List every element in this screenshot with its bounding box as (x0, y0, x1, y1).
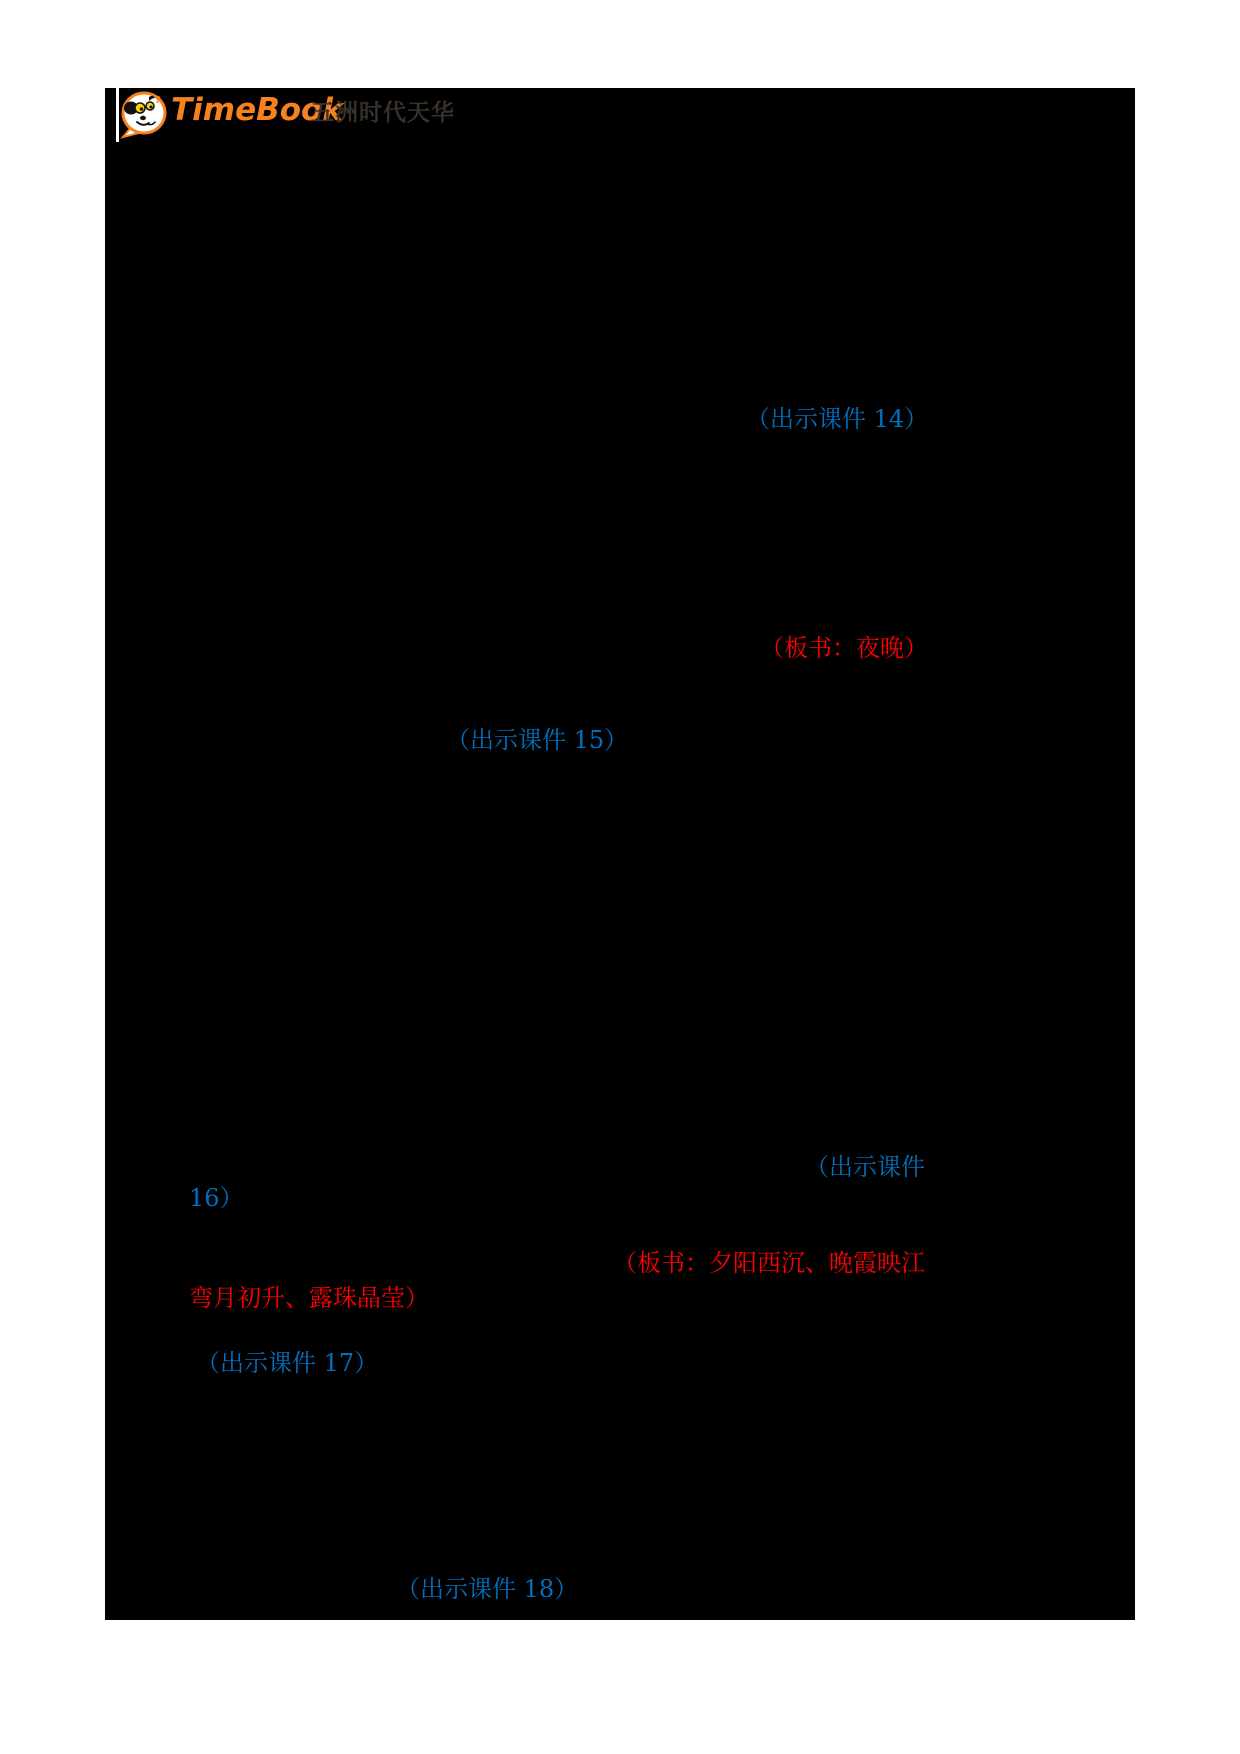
dog-speech-bubble-icon (119, 91, 167, 145)
timebook-logo (119, 90, 549, 140)
board-note-sunset-line1: （板书：夕阳西沉、晚霞映江 (613, 1249, 925, 1277)
logo-text: TimeBook (171, 92, 343, 128)
board-note-night: （板书：夜晚） (760, 634, 928, 662)
document-body-blackout (105, 88, 1135, 1620)
company-name: 五洲时代天华 (311, 100, 455, 126)
svg-text:?: ? (155, 95, 161, 106)
courseware-note-16-part2: 16） (189, 1184, 244, 1212)
courseware-note-17: （出示课件 17） (196, 1349, 379, 1377)
courseware-note-14: （出示课件 14） (746, 405, 929, 433)
courseware-note-16-part1: （出示课件 (805, 1153, 925, 1181)
courseware-note-15: （出示课件 15） (446, 726, 629, 754)
courseware-note-18: （出示课件 18） (396, 1575, 579, 1603)
board-note-sunset-line2: 弯月初升、露珠晶莹） (189, 1284, 429, 1312)
